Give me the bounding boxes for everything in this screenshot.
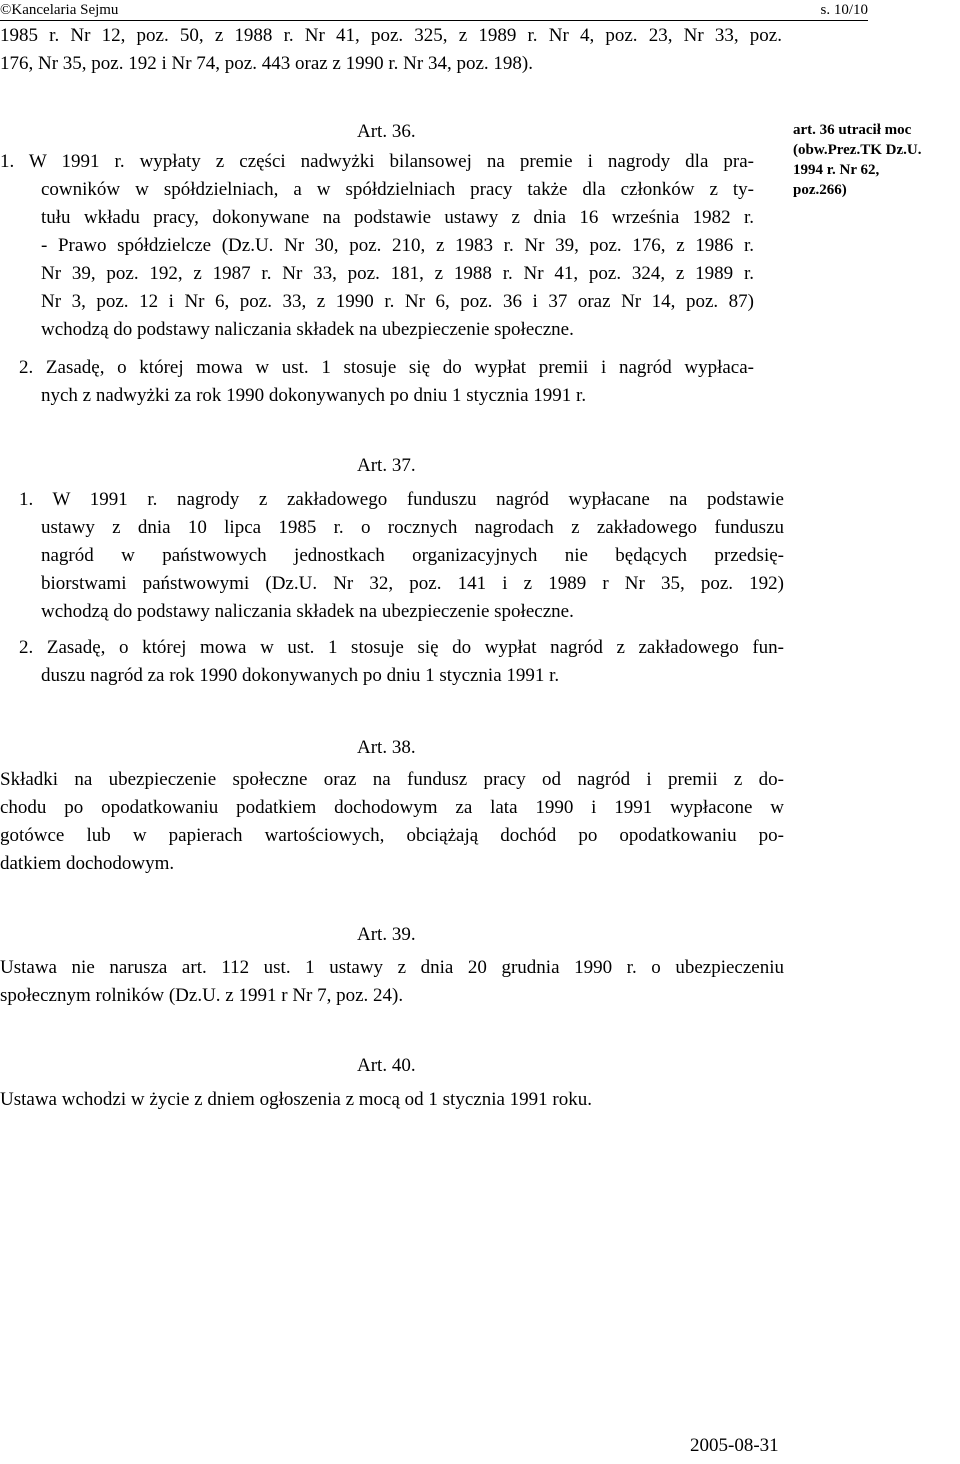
intro-line: 176, Nr 35, poz. 192 i Nr 74, poz. 443 oraz z 1990 r. Nr 34, poz. 198). [0,53,533,74]
article-36-para1-line: - Prawo spółdzielcze (Dz.U. Nr 30, poz. 210, z 1983 r. Nr 39, poz. 176, z 1986 r. [41,235,754,256]
article-36-para1-line: Nr 39, poz. 192, z 1987 r. Nr 33, poz. 181, z 1988 r. Nr 41, poz. 324, z 1989 r. [41,263,754,284]
article-37-para1-line: 1. W 1991 r. nagrody z zakładowego funduszu nagród wypłacane na podstawie [19,489,784,510]
margin-note-line: (obw.Prez.TK Dz.U. [793,142,922,158]
article-36-para1-line: 1. W 1991 r. wypłaty z części nadwyżki bilansowej na premie i nagrody dla pra- [0,151,754,172]
article-38-title: Art. 38. [357,737,416,758]
header-copyright: ©Kancelaria Sejmu [0,2,119,18]
article-40-line: Ustawa wchodzi w życie z dniem ogłoszenia z mocą od 1 stycznia 1991 roku. [0,1089,592,1110]
article-36-para2-line: 2. Zasadę, o której mowa w ust. 1 stosuje się do wypłat premii i nagród wypłaca- [19,357,754,378]
article-36-para1-line: Nr 3, poz. 12 i Nr 6, poz. 33, z 1990 r. Nr 6, poz. 36 i 37 oraz Nr 14, poz. 87) [41,291,754,312]
intro-line: 1985 r. Nr 12, poz. 50, z 1988 r. Nr 41, poz. 325, z 1989 r. Nr 4, poz. 23, Nr 33, poz. [0,25,782,46]
margin-note-line: 1994 r. Nr 62, [793,162,880,178]
margin-note-line: poz.266) [793,182,847,198]
article-39-title: Art. 39. [357,924,416,945]
article-37-para1-line: nagród w państwowych jednostkach organizacyjnych nie będących przedsię- [41,545,784,566]
article-38-line: datkiem dochodowym. [0,853,175,874]
article-39-line: Ustawa nie narusza art. 112 ust. 1 ustawy z dnia 20 grudnia 1990 r. o ubezpieczeniu [0,957,784,978]
article-37-title: Art. 37. [357,455,416,476]
article-36-para2-line: nych z nadwyżki za rok 1990 dokonywanych po dniu 1 stycznia 1991 r. [41,385,587,406]
article-36-para1-line: wchodzą do podstawy naliczania składek na ubezpieczenie społeczne. [41,319,574,340]
article-36-para1-line: tułu wkładu pracy, dokonywane na podstawie ustawy z dnia 16 września 1982 r. [41,207,754,228]
footer-date: 2005-08-31 [690,1435,779,1456]
article-38-line: gotówce lub w papierach wartościowych, obciążają dochód po opodatkowaniu po- [0,825,784,846]
article-36-para1-line: cowników w spółdzielniach, a w spółdzielniach pracy także dla członków z ty- [41,179,754,200]
article-40-title: Art. 40. [357,1055,416,1076]
article-37-para1-line: ustawy z dnia 10 lipca 1985 r. o rocznych nagrodach z zakładowego funduszu [41,517,784,538]
article-38-line: Składki na ubezpieczenie społeczne oraz na fundusz pracy od nagród i premii z do- [0,769,784,790]
article-37-para1-line: biorstwami państwowymi (Dz.U. Nr 32, poz. 141 i z 1989 r Nr 35, poz. 192) [41,573,784,594]
margin-note-line: art. 36 utracił moc [793,122,912,138]
article-38-line: chodu po opodatkowaniu podatkiem dochodowym za lata 1990 i 1991 wypłacone w [0,797,784,818]
article-39-line: społecznym rolników (Dz.U. z 1991 r Nr 7, poz. 24). [0,985,404,1006]
article-37-para2-line: 2. Zasadę, o której mowa w ust. 1 stosuje się do wypłat nagród z zakładowego fun- [19,637,784,658]
article-37-para2-line: duszu nagród za rok 1990 dokonywanych po dniu 1 stycznia 1991 r. [41,665,560,686]
article-37-para1-line: wchodzą do podstawy naliczania składek na ubezpieczenie społeczne. [41,601,574,622]
article-36-title: Art. 36. [357,121,416,142]
header-divider [0,20,868,21]
page-number: s. 10/10 [820,2,868,18]
